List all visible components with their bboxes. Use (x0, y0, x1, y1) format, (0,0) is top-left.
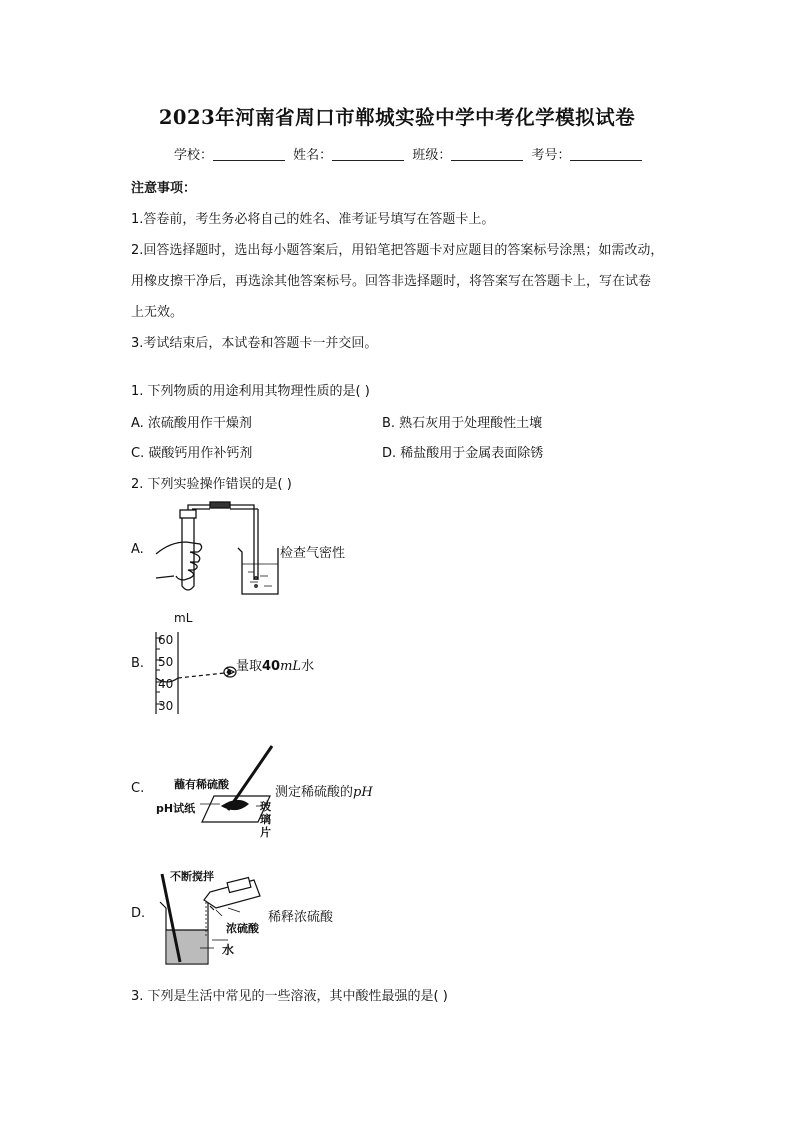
q1-option-d: D. 稀盐酸用于金属表面除锈 (382, 446, 544, 461)
q1-option-c: C. 碳酸钙用作补钙剂 (131, 446, 253, 461)
q2-option-b-caption (236, 655, 314, 674)
class-blank (451, 147, 523, 161)
notice-line-2b: 用橡皮擦干净后，再选涂其他答案标号。回答非选择题时，将答案写在答题卡上，写在试卷 (131, 274, 652, 289)
dilution-figure (150, 866, 270, 966)
notice-line-2a: 2.回答选择题时，选出每小题答案后，用铅笔把答题卡对应题目的答案标号涂黑；如需改动， (131, 243, 664, 258)
caption-ph: pH (353, 785, 373, 800)
fig-acid-label: 浓硫酸 (226, 922, 259, 935)
q1-option-a: A. 浓硫酸用作干燥剂 (131, 416, 252, 431)
fig-water-label: 水 (222, 943, 235, 957)
q1-stem: 1. 下列物质的用途利用其物理性质的是( ) (131, 384, 370, 399)
caption-pre: 测定稀硫酸的 (275, 785, 354, 800)
q3-stem: 3. 下列是生活中常见的一些溶液，其中酸性最强的是( ) (131, 989, 448, 1004)
q2-option-a-caption: 检查气密性 (280, 546, 346, 561)
notice-heading: 注意事项： (131, 181, 197, 196)
notice-line-1: 1.答卷前，考生务必将自己的姓名、准考证号填写在答题卡上。 (131, 212, 495, 227)
fig-glass-1: 玻 (260, 800, 271, 813)
class-label: 班级： (412, 148, 452, 163)
q2-option-b-label: B. (131, 656, 145, 671)
q2-option-d-label: D. (131, 906, 146, 921)
name-blank (332, 147, 404, 161)
student-info-line (174, 144, 646, 163)
number-label: 考号： (531, 148, 571, 163)
fig-stick-label: 蘸有稀硫酸 (174, 778, 229, 791)
q2-option-d-caption: 稀释浓硫酸 (268, 910, 334, 925)
notice-line-2c: 上无效。 (131, 305, 184, 320)
q2-stem: 2. 下列实验操作错误的是( ) (131, 477, 292, 492)
school-blank (213, 147, 285, 161)
cylinder-unit-label: mL (174, 611, 193, 625)
page-title: 2023年河南省周口市郸城实验中学中考化学模拟试卷 (158, 106, 636, 129)
school-label: 学校： (174, 148, 214, 163)
caption-num: 40 (262, 659, 281, 674)
ph-test-figure (150, 744, 280, 844)
name-label: 姓名： (293, 148, 333, 163)
q2-option-a-label: A. (131, 542, 144, 557)
cylinder-tick-50: 50 (158, 655, 174, 669)
notice-line-3: 3.考试结束后，本试卷和答题卡一并交回。 (131, 336, 378, 351)
q2-option-c-label: C. (131, 781, 145, 796)
caption-post: 水 (301, 659, 315, 674)
fig-paper-label: pH试纸 (156, 802, 196, 815)
airtightness-check-figure (150, 502, 290, 594)
number-blank (570, 147, 642, 161)
q2-option-c-caption (275, 781, 373, 800)
fig-stir-label: 不断搅拌 (170, 870, 214, 883)
fig-glass-2: 璃 (260, 813, 271, 826)
caption-pre: 量取 (236, 659, 263, 674)
caption-unit: mL (280, 659, 302, 674)
q1-option-b: B. 熟石灰用于处理酸性土壤 (382, 416, 543, 431)
cylinder-tick-60: 60 (158, 633, 174, 647)
fig-glass-3: 片 (260, 826, 271, 839)
cylinder-tick-30: 30 (158, 699, 174, 713)
cylinder-tick-40: 40 (158, 677, 174, 691)
